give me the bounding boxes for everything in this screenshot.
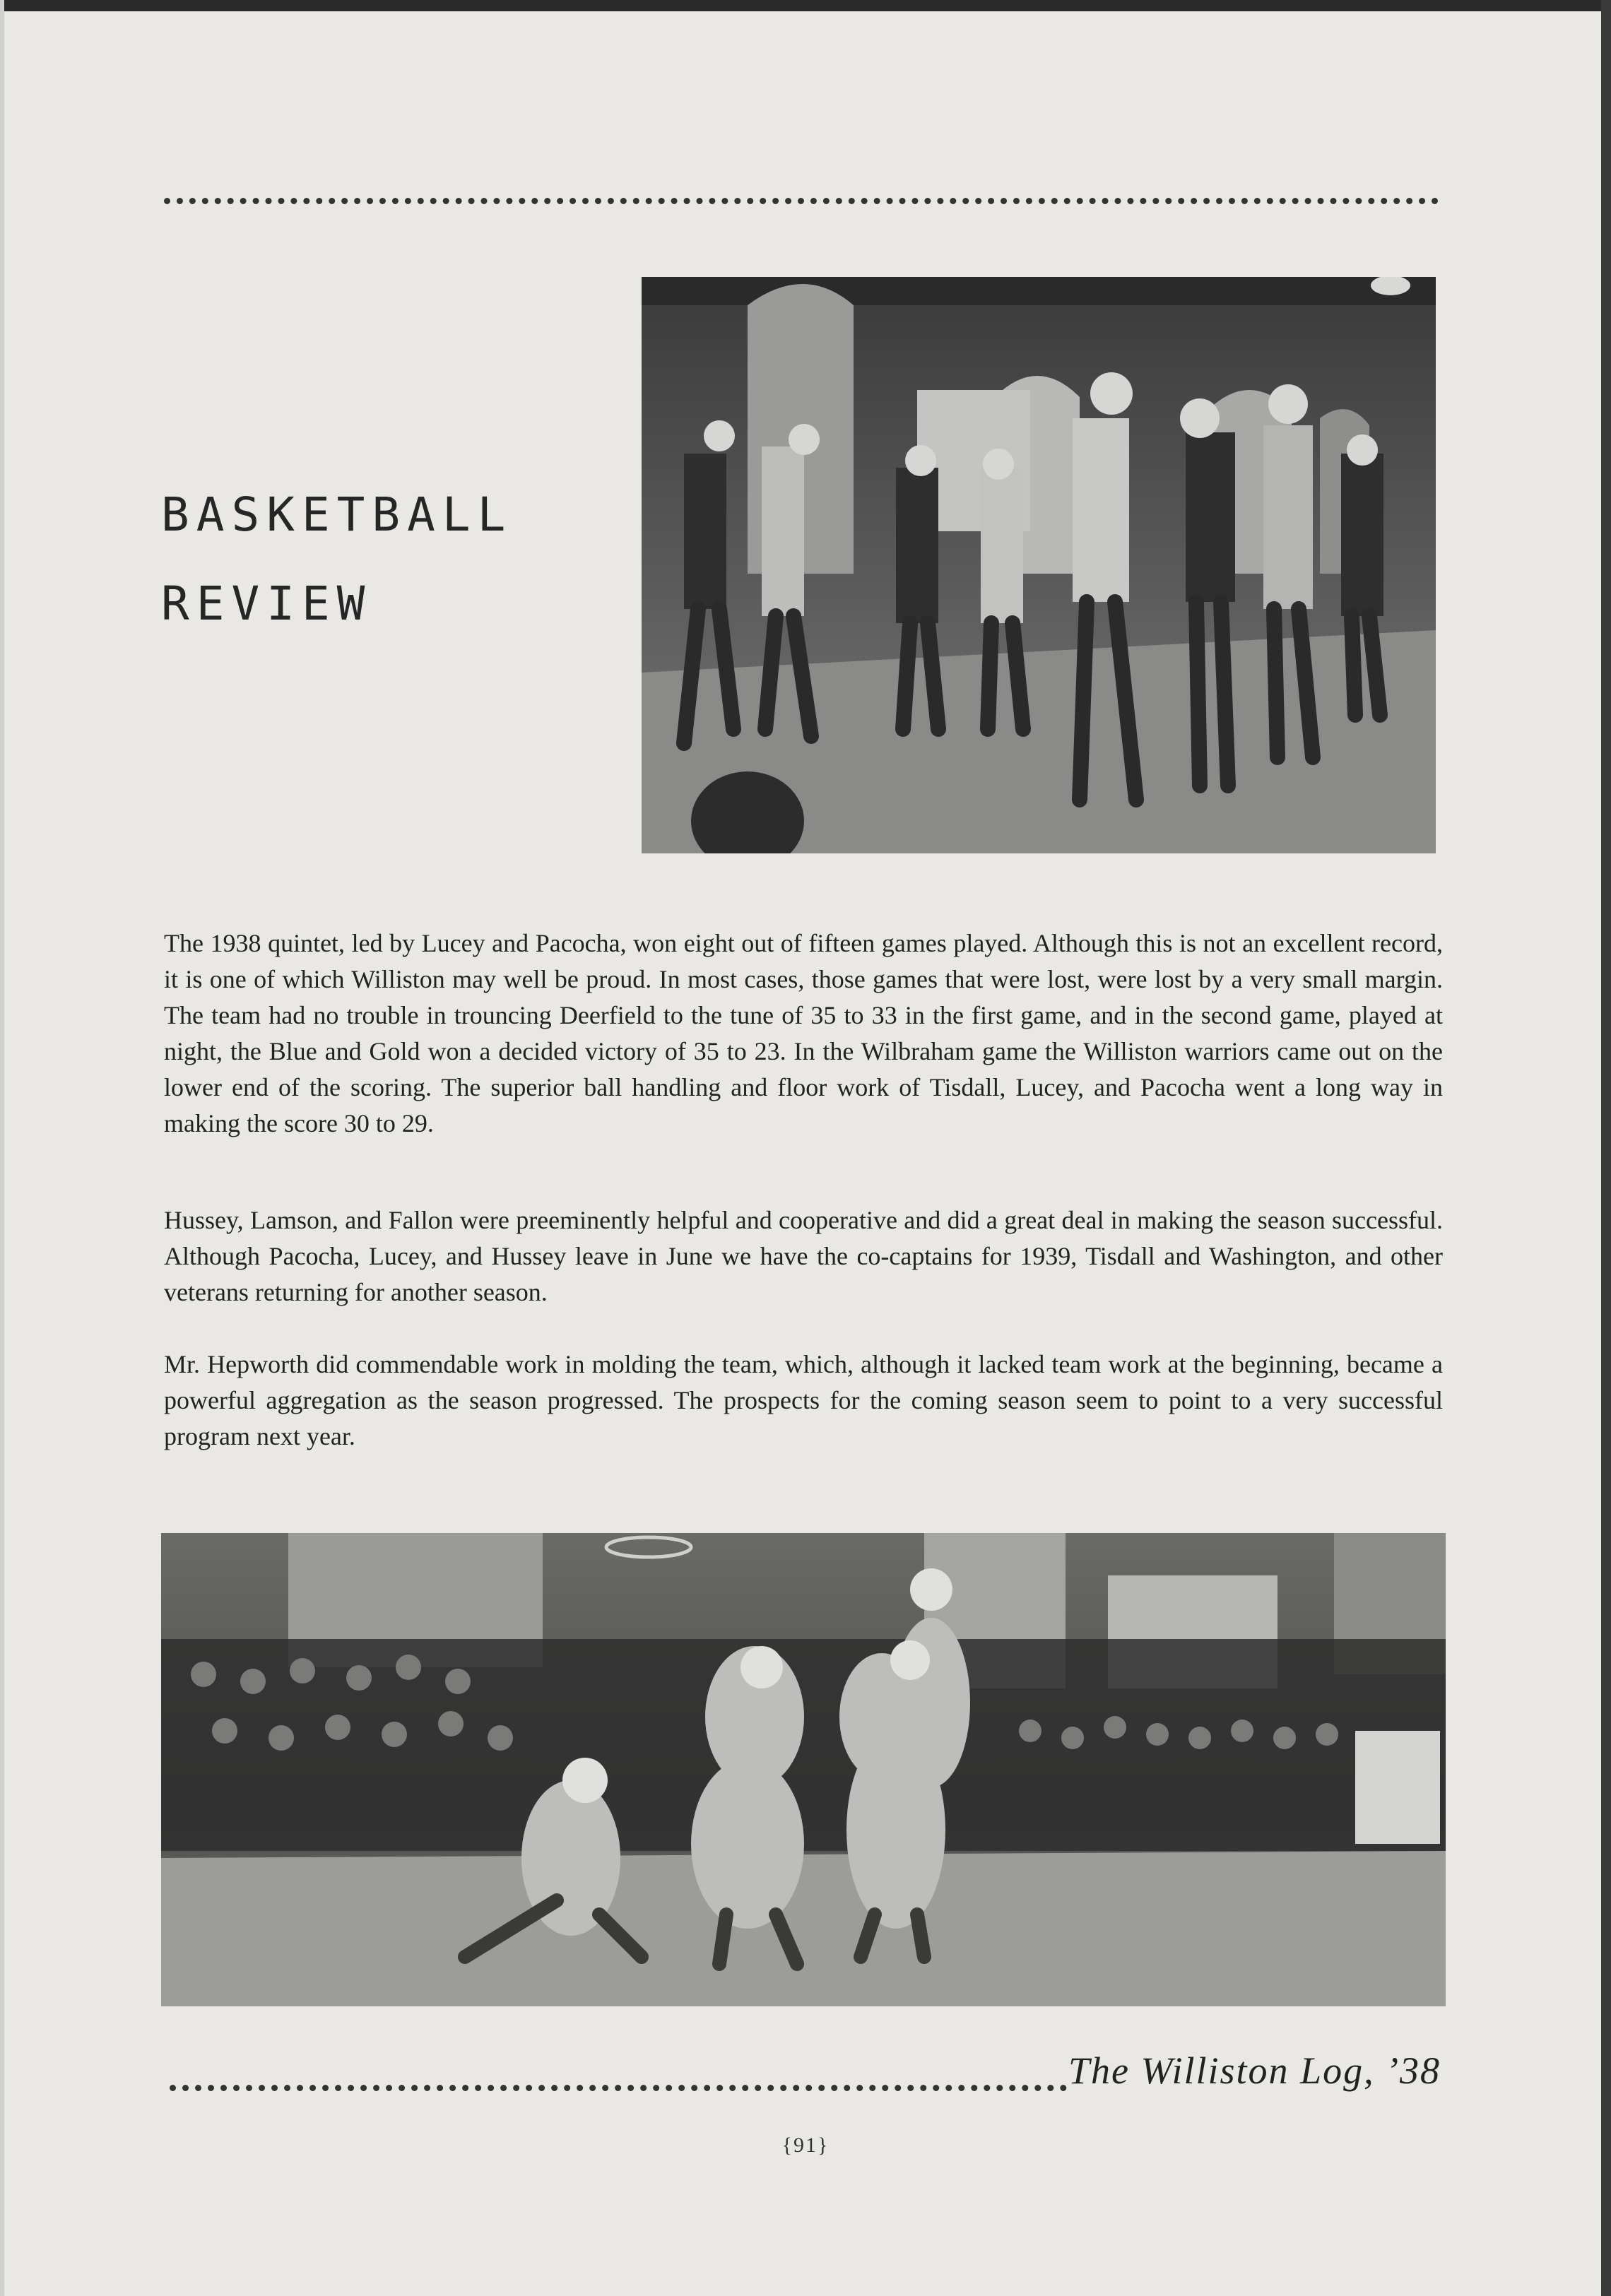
game-scramble-photo-art <box>161 1533 1446 2006</box>
paragraph-players: Hussey, Lamson, and Fallon were preeminently helpful and cooperative and did a great deal in making the season successful. Although Pacocha, Lucey, and Hussey leave in June we have the co-captains for 1939, Tisdall and Washington, and other veterans returning for another season. <box>164 1206 1443 1306</box>
publication-title: The Williston Log, ’38 <box>1068 2049 1441 2092</box>
paragraph-season-record: The 1938 quintet, led by Lucey and Pacocha, won eight out of fifteen games played. Although this is not an excellent record, it is one of which Williston may well be proud. In most cases, those games that were lost, were lost by a very small margin. The team had no trouble in trouncing Deerfield to the tune of 35 to 33 in the first game, and in the second game, played at night, the Blue and Gold won a decided victory of 35 to 23. In the Wilbraham game the Williston warriors came out on the lower end of the scoring. The superior ball handling and floor work of Tisdall, Lucey, and Pacocha went a long way in making the score 30 to 29. <box>164 929 1443 1137</box>
page-title-line-1: BASKETBALL <box>161 487 513 542</box>
page-number: {91} <box>781 2134 830 2157</box>
page-edge-left <box>0 0 4 2296</box>
team-action-photo-art <box>642 277 1436 853</box>
game-scramble-photo <box>161 1533 1446 2006</box>
page-edge-top <box>0 0 1611 11</box>
bottom-dotted-rule <box>170 2085 1067 2091</box>
paragraph-coach: Mr. Hepworth did commendable work in molding the team, which, although it lacked team work at the beginning, became a powerful aggregation as the season progressed. The prospects for the coming season seem to point to a very successful program next year. <box>164 1350 1443 1450</box>
top-dotted-rule <box>164 198 1439 204</box>
page-edge-right <box>1601 0 1611 2296</box>
team-action-photo <box>642 277 1436 853</box>
page-title-line-2: REVIEW <box>161 576 372 631</box>
